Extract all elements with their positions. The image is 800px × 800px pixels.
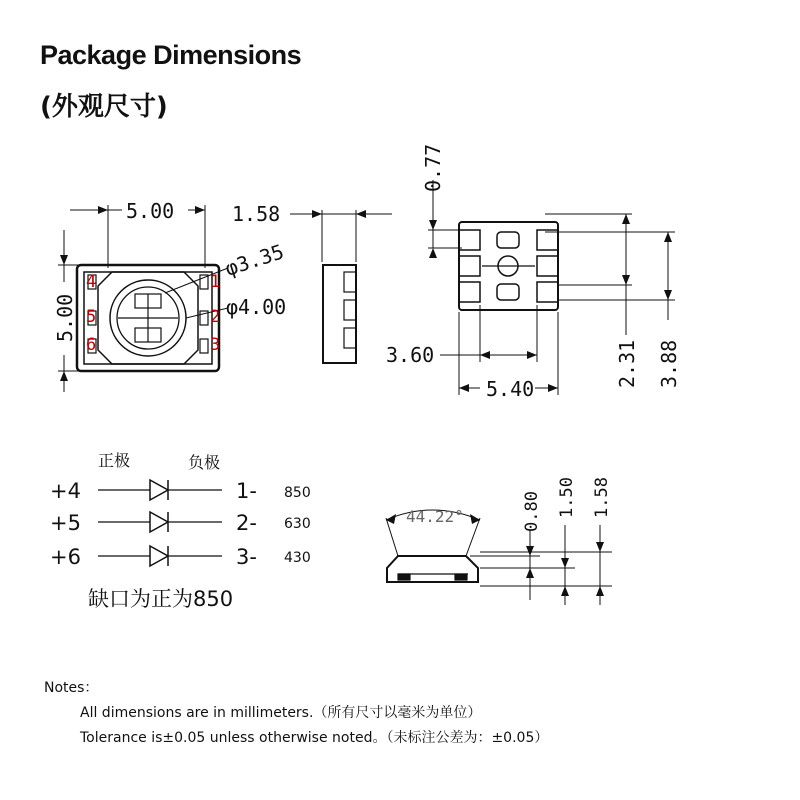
profile-dim-c: 1.58 — [592, 477, 612, 518]
notes-section — [44, 676, 548, 751]
dim-h1-label: 2.31 — [615, 339, 639, 388]
profile-angle-label: 44.22° — [406, 507, 464, 526]
circuit-cathode-3: 3- — [236, 545, 257, 569]
dim-width-label: 5.00 — [126, 199, 175, 223]
pin-label-3: 3 — [210, 335, 221, 355]
dim-h2-label: 3.88 — [657, 339, 681, 388]
pin-label-4: 4 — [86, 272, 97, 292]
dim-outer-circle-label: φ4.00 — [226, 295, 287, 319]
notes-heading: Notes： — [44, 680, 99, 696]
pin-label-2: 2 — [210, 307, 221, 327]
anode-label: 正极 — [98, 451, 131, 470]
profile-dim-a: 0.80 — [522, 491, 542, 532]
pin-label-6: 6 — [86, 335, 97, 355]
notes-line-tolerance: Tolerance is±0.05 unless otherwise noted。（未标注公差为：±0.05） — [80, 730, 549, 746]
circuit-diagram — [98, 480, 222, 566]
circuit-anode-1: +4 — [50, 479, 81, 503]
cathode-label: 负极 — [188, 453, 221, 472]
page-subtitle: (外观尺寸) — [40, 92, 168, 122]
dim-pad-span-label: 3.60 — [386, 343, 435, 367]
wavelength-2: 630 — [284, 516, 311, 532]
dim-height-label: 5.00 — [53, 293, 77, 342]
profile-dim-b: 1.50 — [557, 477, 577, 518]
wavelength-1: 850 — [284, 485, 311, 501]
circuit-cathode-2: 2- — [236, 511, 257, 535]
circuit-cathode-1: 1- — [236, 479, 257, 503]
dim-length-label: 5.40 — [486, 377, 535, 401]
top-view — [58, 205, 228, 392]
dim-inner-circle-label: φ3.35 — [222, 239, 287, 281]
circuit-anode-3: +6 — [50, 545, 81, 569]
circuit-anode-2: +5 — [50, 511, 81, 535]
dim-thickness-label: 1.58 — [232, 202, 281, 226]
wavelength-3: 430 — [284, 550, 311, 566]
pin-label-1: 1 — [210, 272, 221, 292]
pin-label-5: 5 — [86, 307, 97, 327]
notes-line-units: All dimensions are in millimeters.（所有尺寸以毫米为单位） — [80, 705, 482, 721]
page-title: Package Dimensions — [40, 40, 302, 70]
dim-pad-label: 0.77 — [421, 143, 445, 192]
circuit-note: 缺口为正为850 — [88, 587, 234, 611]
side-view — [290, 210, 392, 363]
